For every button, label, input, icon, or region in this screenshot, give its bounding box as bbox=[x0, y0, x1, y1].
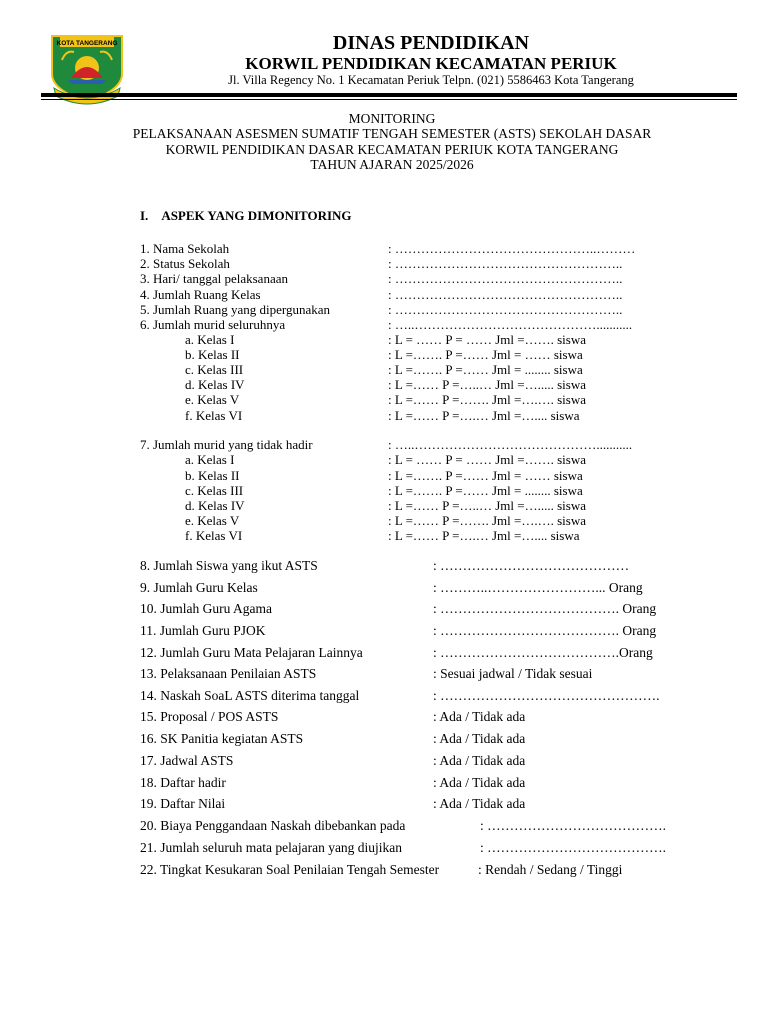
kelas-label: a. Kelas I bbox=[185, 332, 235, 347]
kelas-value: : L =…… P =….… Jml =….... siswa bbox=[388, 408, 580, 423]
office-name: KORWIL PENDIDIKAN KECAMATAN PERIUK bbox=[245, 54, 617, 73]
item-value: : …………………………………………….. bbox=[388, 287, 623, 302]
kelas-value: : L =…… P =……. Jml =….…. siswa bbox=[388, 513, 586, 528]
item-value: : …………………………………………. bbox=[433, 688, 660, 703]
item-label: 22. Tingkat Kesukaran Soal Penilaian Tengah Semester bbox=[140, 862, 440, 877]
item-value: : …………………………………. Orang bbox=[433, 601, 657, 616]
kelas-value: : L = …… P = …… Jml =……. siswa bbox=[388, 452, 586, 467]
header-divider-thin bbox=[41, 99, 737, 100]
doc-title-line: PELAKSANAAN ASESMEN SUMATIF TENGAH SEMESTER (ASTS) SEKOLAH DASAR bbox=[132, 126, 652, 141]
item-label: 14. Naskah SoaL ASTS diterima tanggal bbox=[140, 688, 360, 703]
doc-title-line: TAHUN AJARAN 2025/2026 bbox=[310, 157, 474, 172]
section-number: I. bbox=[140, 208, 149, 223]
item-value: : Sesuai jadwal / Tidak sesuai bbox=[433, 666, 593, 681]
office-address: Jl. Villa Regency No. 1 Kecamatan Periuk Telpn. (021) 5586463 Kota Tangerang bbox=[228, 73, 634, 87]
kelas-value: : L =…… P =…..… Jml =…..... siswa bbox=[388, 498, 586, 513]
kelas-label: f. Kelas VI bbox=[185, 408, 243, 423]
item-label: 4. Jumlah Ruang Kelas bbox=[140, 287, 261, 302]
item-value: : Ada / Tidak ada bbox=[433, 731, 526, 746]
item-label: 15. Proposal / POS ASTS bbox=[140, 709, 279, 724]
kelas-label: c. Kelas III bbox=[185, 483, 244, 498]
item-value: : Ada / Tidak ada bbox=[433, 775, 526, 790]
item-label: 20. Biaya Penggandaan Naskah dibebankan pada bbox=[140, 818, 406, 833]
item-label: 10. Jumlah Guru Agama bbox=[140, 601, 272, 616]
logo-top-text: KOTA TANGERANG bbox=[56, 40, 118, 47]
kelas-value: : L =……. P =…… Jml = …… siswa bbox=[388, 468, 583, 483]
item-value: : …………………………………………….. bbox=[388, 271, 623, 286]
kelas-label: b. Kelas II bbox=[185, 347, 240, 362]
item-value: : Ada / Tidak ada bbox=[433, 709, 526, 724]
item-value: : ………………………………….Orang bbox=[433, 645, 653, 660]
section-heading bbox=[140, 208, 352, 224]
item-value: : …………………………………. Orang bbox=[433, 623, 657, 638]
item-value: : …………………………………… bbox=[433, 558, 630, 573]
kelas-value: : L =…… P =…..… Jml =…..... siswa bbox=[388, 377, 586, 392]
item-value: : Ada / Tidak ada bbox=[433, 753, 526, 768]
section-heading-text: ASPEK YANG DIMONITORING bbox=[161, 208, 352, 223]
doc-title-line: MONITORING bbox=[348, 111, 436, 126]
item-label: 3. Hari/ tanggal pelaksanaan bbox=[140, 271, 288, 286]
item-label: 6. Jumlah murid seluruhnya bbox=[140, 317, 286, 332]
item-value: : …………………………………. bbox=[480, 840, 667, 855]
item-label: 7. Jumlah murid yang tidak hadir bbox=[140, 437, 313, 452]
kelas-value: : L = …… P = …… Jml =……. siswa bbox=[388, 332, 586, 347]
kelas-label: a. Kelas I bbox=[185, 452, 235, 467]
item-label: 2. Status Sekolah bbox=[140, 256, 230, 271]
item-value: : Ada / Tidak ada bbox=[433, 796, 526, 811]
kelas-label: d. Kelas IV bbox=[185, 377, 245, 392]
header-divider bbox=[41, 93, 737, 97]
item-value: : …..……………………………………........... bbox=[388, 437, 633, 452]
kelas-value: : L =…… P =….… Jml =….... siswa bbox=[388, 528, 580, 543]
kelas-value: : L =……. P =…… Jml = ........ siswa bbox=[388, 483, 583, 498]
item-label: 16. SK Panitia kegiatan ASTS bbox=[140, 731, 304, 746]
item-label: 13. Pelaksanaan Penilaian ASTS bbox=[140, 666, 317, 681]
item-value: : ………..……………………... Orang bbox=[433, 580, 643, 595]
kelas-label: f. Kelas VI bbox=[185, 528, 243, 543]
item-label: 1. Nama Sekolah bbox=[140, 241, 230, 256]
item-label: 11. Jumlah Guru PJOK bbox=[140, 623, 266, 638]
item-value: : …………………………………. bbox=[480, 818, 667, 833]
item-value: : …..……………………………………........... bbox=[388, 317, 633, 332]
kelas-value: : L =……. P =…… Jml = ........ siswa bbox=[388, 362, 583, 377]
item-label: 12. Jumlah Guru Mata Pelajaran Lainnya bbox=[140, 645, 363, 660]
item-label: 5. Jumlah Ruang yang dipergunakan bbox=[140, 302, 331, 317]
kelas-label: c. Kelas III bbox=[185, 362, 244, 377]
kelas-value: : L =……. P =…… Jml = …… siswa bbox=[388, 347, 583, 362]
item-label: 18. Daftar hadir bbox=[140, 775, 226, 790]
item-value: : …………………………………………….. bbox=[388, 256, 623, 271]
item-label: 17. Jadwal ASTS bbox=[140, 753, 234, 768]
kelas-label: b. Kelas II bbox=[185, 468, 240, 483]
item-label: 8. Jumlah Siswa yang ikut ASTS bbox=[140, 558, 318, 573]
item-label: 9. Jumlah Guru Kelas bbox=[140, 580, 258, 595]
agency-name: DINAS PENDIDIKAN bbox=[332, 32, 530, 54]
item-value: : ………………………………………..……… bbox=[388, 241, 636, 256]
item-value: : …………………………………………….. bbox=[388, 302, 623, 317]
item-label: 19. Daftar Nilai bbox=[140, 796, 226, 811]
kelas-label: e. Kelas V bbox=[185, 392, 240, 407]
item-label: 21. Jumlah seluruh mata pelajaran yang diujikan bbox=[140, 840, 403, 855]
kelas-label: e. Kelas V bbox=[185, 513, 240, 528]
doc-title-line: KORWIL PENDIDIKAN DASAR KECAMATAN PERIUK KOTA TANGERANG bbox=[165, 142, 619, 157]
kelas-value: : L =…… P =……. Jml =….…. siswa bbox=[388, 392, 586, 407]
item-value: : Rendah / Sedang / Tinggi bbox=[478, 862, 623, 877]
kelas-label: d. Kelas IV bbox=[185, 498, 245, 513]
